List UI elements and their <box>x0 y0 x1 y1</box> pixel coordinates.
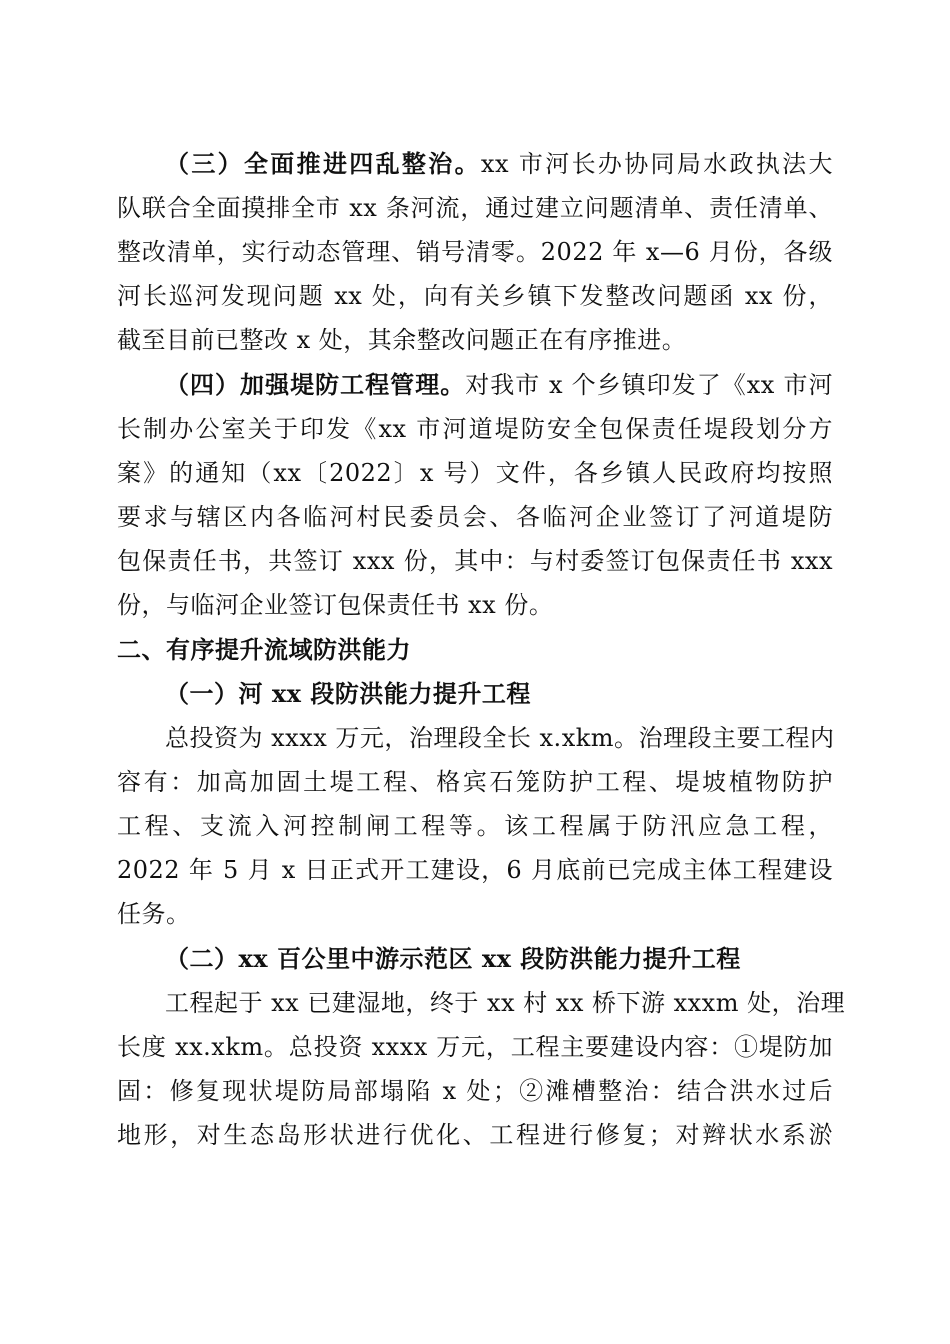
paragraph-line: 整改清单，实行动态管理、销号清零。2022 年 x—6 月份，各级 <box>117 238 833 266</box>
paragraph-line: 工程起于 xx 已建湿地，终于 xx 村 xx 桥下游 xxxm 处，治理 <box>165 989 846 1017</box>
paragraph-line: 截至目前已整改 x 处，其余整改问题正在有序推进。 <box>117 326 687 354</box>
paragraph-line: 份，与临河企业签订包保责任书 xx 份。 <box>117 591 554 619</box>
paragraph-line: 长度 xx.xkm。总投资 xxxx 万元，工程主要建设内容：①堤防加 <box>117 1033 833 1061</box>
paragraph-line: 工程、支流入河控制闸工程等。该工程属于防汛应急工程， <box>117 812 833 840</box>
paragraph-line <box>165 369 833 401</box>
paragraph-line: 总投资为 xxxx 万元，治理段全长 x.xkm。治理段主要工程内 <box>165 724 835 752</box>
paragraph-line: 队联合全面摸排全市 xx 条河流，通过建立问题清单、责任清单、 <box>117 194 833 222</box>
paragraph-line: 任务。 <box>117 900 191 928</box>
section-heading: 二、有序提升流域防洪能力 <box>117 635 411 664</box>
subsection-heading: （二）xx 百公里中游示范区 xx 段防洪能力提升工程 <box>165 944 741 973</box>
subsection-heading: （一）河 xx 段防洪能力提升工程 <box>165 679 531 708</box>
paragraph-line: 固：修复现状堤防局部塌陷 x 处；②滩槽整治：结合洪水过后 <box>117 1077 833 1105</box>
paragraph-line: 地形，对生态岛形状进行优化、工程进行修复；对辫状水系淤 <box>117 1121 833 1149</box>
paragraph-line: 案》的通知（xx〔2022〕x 号）文件，各乡镇人民政府均按照 <box>117 459 833 487</box>
paragraph-text: xx 市河长办协同局水政执法大 <box>480 150 834 178</box>
paragraph-lead: （三）全面推进四乱整治。 <box>165 149 481 178</box>
paragraph-line: 要求与辖区内各临河村民委员会、各临河企业签订了河道堤防 <box>117 503 833 531</box>
paragraph-lead: （四）加强堤防工程管理。 <box>165 370 466 399</box>
paragraph-line: 包保责任书，共签订 xxx 份，其中：与村委签订包保责任书 xxx <box>117 547 833 575</box>
paragraph-line: 2022 年 5 月 x 日正式开工建设，6 月底前已完成主体工程建设 <box>117 856 833 884</box>
paragraph-line: 长制办公室关于印发《xx 市河道堤防安全包保责任堤段划分方 <box>117 415 833 443</box>
paragraph-line: 容有：加高加固土堤工程、格宾石笼防护工程、堤坡植物防护 <box>117 768 833 796</box>
paragraph-line <box>165 148 833 180</box>
paragraph-line: 河长巡河发现问题 xx 处，向有关乡镇下发整改问题函 xx 份， <box>117 282 833 310</box>
paragraph-text: 对我市 x 个乡镇印发了《xx 市河 <box>465 371 833 399</box>
